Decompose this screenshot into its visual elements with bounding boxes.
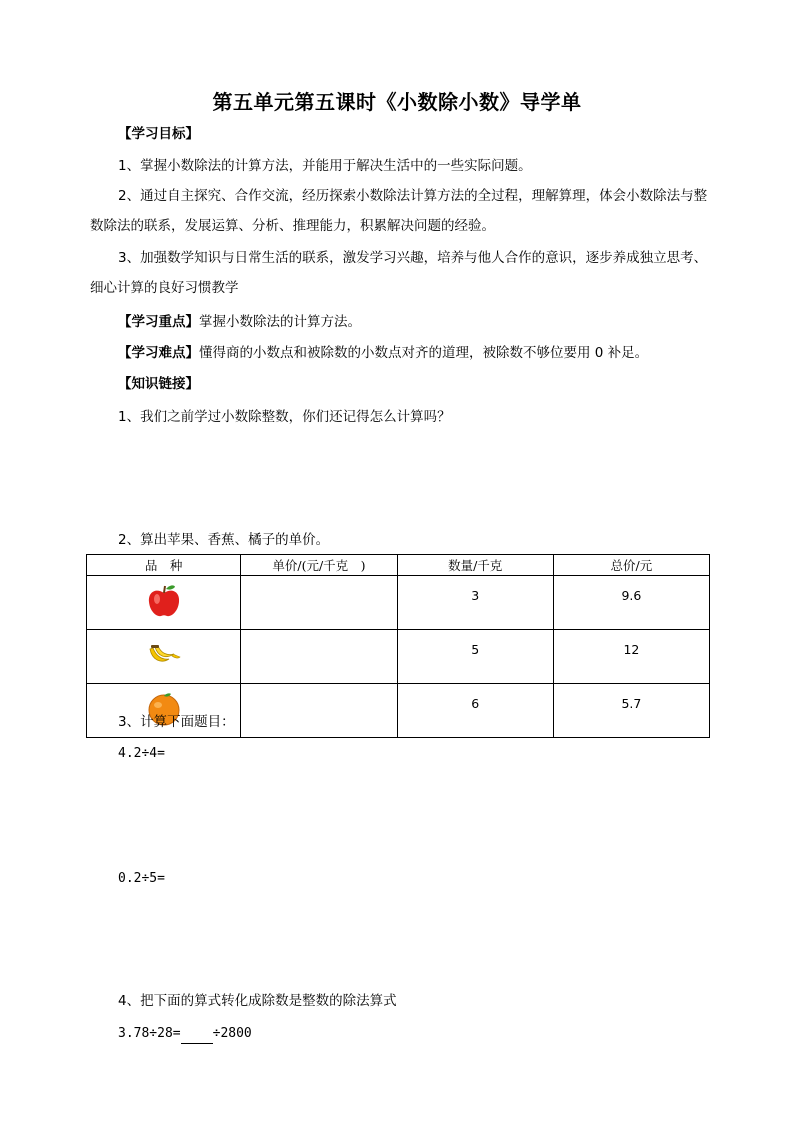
table-header-total: 总价/元 xyxy=(553,555,709,576)
key-point-label: 【学习重点】 xyxy=(118,314,199,330)
answer-blank[interactable] xyxy=(181,1029,213,1044)
quantity-cell: 5 xyxy=(397,630,553,684)
quantity-cell: 6 xyxy=(397,684,553,738)
key-point-text: 掌握小数除法的计算方法。 xyxy=(199,314,361,330)
goals-heading: 【学习目标】 xyxy=(118,126,199,142)
total-cell: 5.7 xyxy=(553,684,709,738)
table-header-variety: 品 种 xyxy=(87,555,241,576)
convert-left: 3.78÷28= xyxy=(118,1026,181,1041)
table-header-unit-price: 单价/(元/千克 ) xyxy=(241,555,397,576)
difficulty xyxy=(118,343,648,363)
fruit-cell xyxy=(87,630,241,684)
goal-item-2: 2、通过自主探究、合作交流，经历探索小数除法计算方法的全过程，理解算理，体会小数除法与整数除法的联系，发展运算、分析、推理能力，积累解决问题的经验。 xyxy=(90,188,708,234)
difficulty-label: 【学习难点】 xyxy=(118,345,199,361)
calc-problem-2: 0.2÷5= xyxy=(118,871,165,886)
convert-heading: 4、把下面的算式转化成除数是整数的除法算式 xyxy=(118,993,397,1009)
quantity-cell: 3 xyxy=(397,576,553,630)
unit-price-cell xyxy=(241,684,397,738)
knowledge-heading: 【知识链接】 xyxy=(118,376,199,392)
unit-price-cell xyxy=(241,630,397,684)
goal-item-1: 1、掌握小数除法的计算方法，并能用于解决生活中的一些实际问题。 xyxy=(118,158,532,174)
goal-item-3: 3、加强数学知识与日常生活的联系，激发学习兴趣，培养与他人合作的意识，逐步养成独立思考、细心计算的良好习惯教学 xyxy=(90,250,708,296)
key-point xyxy=(118,312,361,332)
table-row xyxy=(87,630,710,684)
unit-price-cell xyxy=(241,576,397,630)
calc-heading: 3、计算下面题目： xyxy=(118,714,235,730)
table-row xyxy=(87,576,710,630)
calc-problem-1: 4.2÷4= xyxy=(118,746,165,761)
total-cell: 12 xyxy=(553,630,709,684)
page-title: 第五单元第五课时《小数除小数》导学单 xyxy=(212,90,582,114)
question-2: 2、算出苹果、香蕉、橘子的单价。 xyxy=(118,532,330,548)
total-cell: 9.6 xyxy=(553,576,709,630)
fruit-cell xyxy=(87,576,241,630)
difficulty-text: 懂得商的小数点和被除数的小数点对齐的道理，被除数不够位要用 0 补足。 xyxy=(199,345,649,361)
table-header-quantity: 数量/千克 xyxy=(397,555,553,576)
fruit-price-table xyxy=(86,554,710,738)
question-1: 1、我们之前学过小数除整数，你们还记得怎么计算吗？ xyxy=(118,409,451,425)
apple-icon xyxy=(145,583,183,619)
banana-icon xyxy=(147,644,181,666)
convert-right: ÷2800 xyxy=(212,1026,252,1041)
convert-problem xyxy=(118,1024,252,1044)
